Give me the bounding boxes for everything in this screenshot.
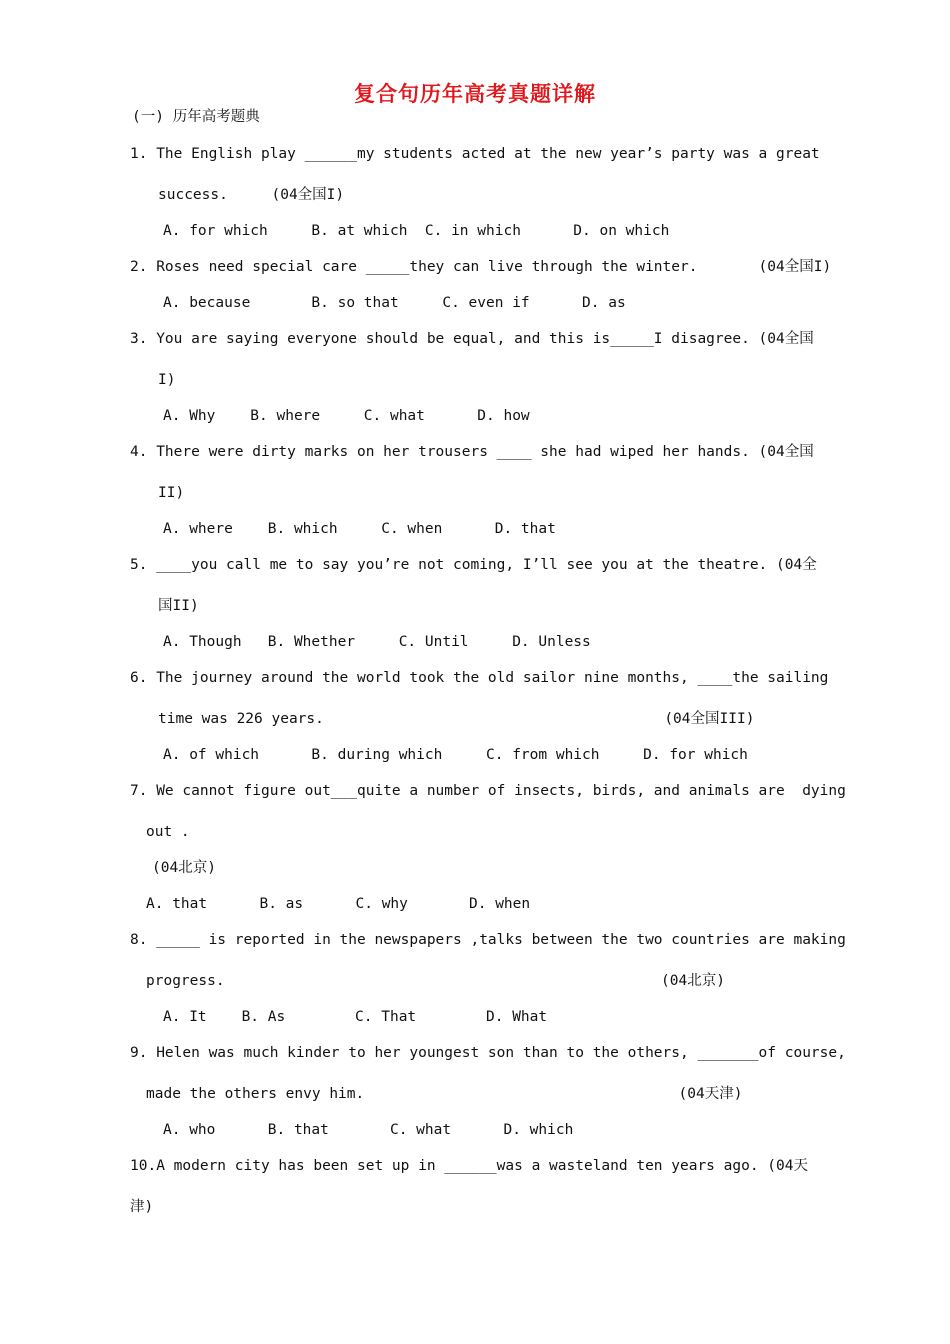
question-9 (130, 1043, 846, 1063)
question-9-options: A. who B. that C. what D. which (163, 1122, 574, 1138)
page-title: 复合句历年高考真题详解 (354, 82, 596, 106)
question-1-line-2: success. (04全国I) (158, 187, 345, 203)
question-5-line-2: 国II) (158, 598, 199, 614)
question-text: There were dirty marks on her trousers ____ she had wiped her hands. (04全国 (156, 444, 814, 460)
question-10 (130, 1156, 808, 1176)
question-text: A modern city has been set up in ______was a wasteland ten years ago. (04天 (156, 1158, 808, 1174)
question-number: 9. (130, 1045, 148, 1061)
question-number: 6. (130, 670, 148, 686)
question-text: ____you call me to say you’re not coming, I’ll see you at the theatre. (04全 (156, 557, 817, 573)
question-6 (130, 668, 828, 688)
question-number: 10. (130, 1158, 157, 1174)
question-1-options: A. for which B. at which C. in which D. on which (163, 223, 670, 239)
question-number: 4. (130, 444, 148, 460)
question-3 (130, 329, 814, 349)
question-4-line-2: II) (158, 485, 185, 501)
question-7-line-2: out . (146, 824, 190, 840)
question-text: Helen was much kinder to her youngest son than to the others, _______of course, (156, 1045, 846, 1061)
question-8-line-2: progress. (04北京) (146, 973, 725, 989)
question-10-line-2: 津) (130, 1199, 154, 1215)
question-3-options: A. Why B. where C. what D. how (163, 408, 530, 424)
question-4-options: A. where B. which C. when D. that (163, 521, 556, 537)
question-6-line-2: time was 226 years. (04全国III) (158, 711, 755, 727)
section-heading: (一) 历年高考题典 (132, 109, 260, 125)
question-number: 5. (130, 557, 148, 573)
question-7-source: (04北京) (152, 860, 216, 876)
question-8 (130, 930, 846, 950)
question-2-options: A. because B. so that C. even if D. as (163, 295, 626, 311)
question-text: You are saying everyone should be equal, and this is_____I disagree. (04全国 (156, 331, 814, 347)
question-7-options: A. that B. as C. why D. when (146, 896, 531, 912)
question-number: 7. (130, 783, 148, 799)
question-2 (130, 257, 831, 277)
question-text: The English play ______my students acted at the new year’s party was a great (156, 146, 820, 162)
question-text: We cannot figure out___quite a number of insects, birds, and animals are dying (156, 783, 846, 799)
question-3-line-2: I) (158, 372, 176, 388)
question-4 (130, 442, 814, 462)
question-8-options: A. It B. As C. That D. What (163, 1009, 548, 1025)
question-9-line-2: made the others envy him. (04天津) (146, 1086, 743, 1102)
question-text: The journey around the world took the old sailor nine months, ____the sailing (156, 670, 829, 686)
question-text: Roses need special care _____they can live through the winter. (04全国I) (156, 259, 832, 275)
question-5-options: A. Though B. Whether C. Until D. Unless (163, 634, 591, 650)
question-6-options: A. of which B. during which C. from which D. for which (163, 747, 748, 763)
question-number: 1. (130, 146, 148, 162)
question-7 (130, 781, 846, 801)
question-number: 8. (130, 932, 148, 948)
question-number: 2. (130, 259, 148, 275)
question-5 (130, 555, 817, 575)
question-text: _____ is reported in the newspapers ,talks between the two countries are making (156, 932, 846, 948)
question-1 (130, 144, 820, 164)
question-number: 3. (130, 331, 148, 347)
